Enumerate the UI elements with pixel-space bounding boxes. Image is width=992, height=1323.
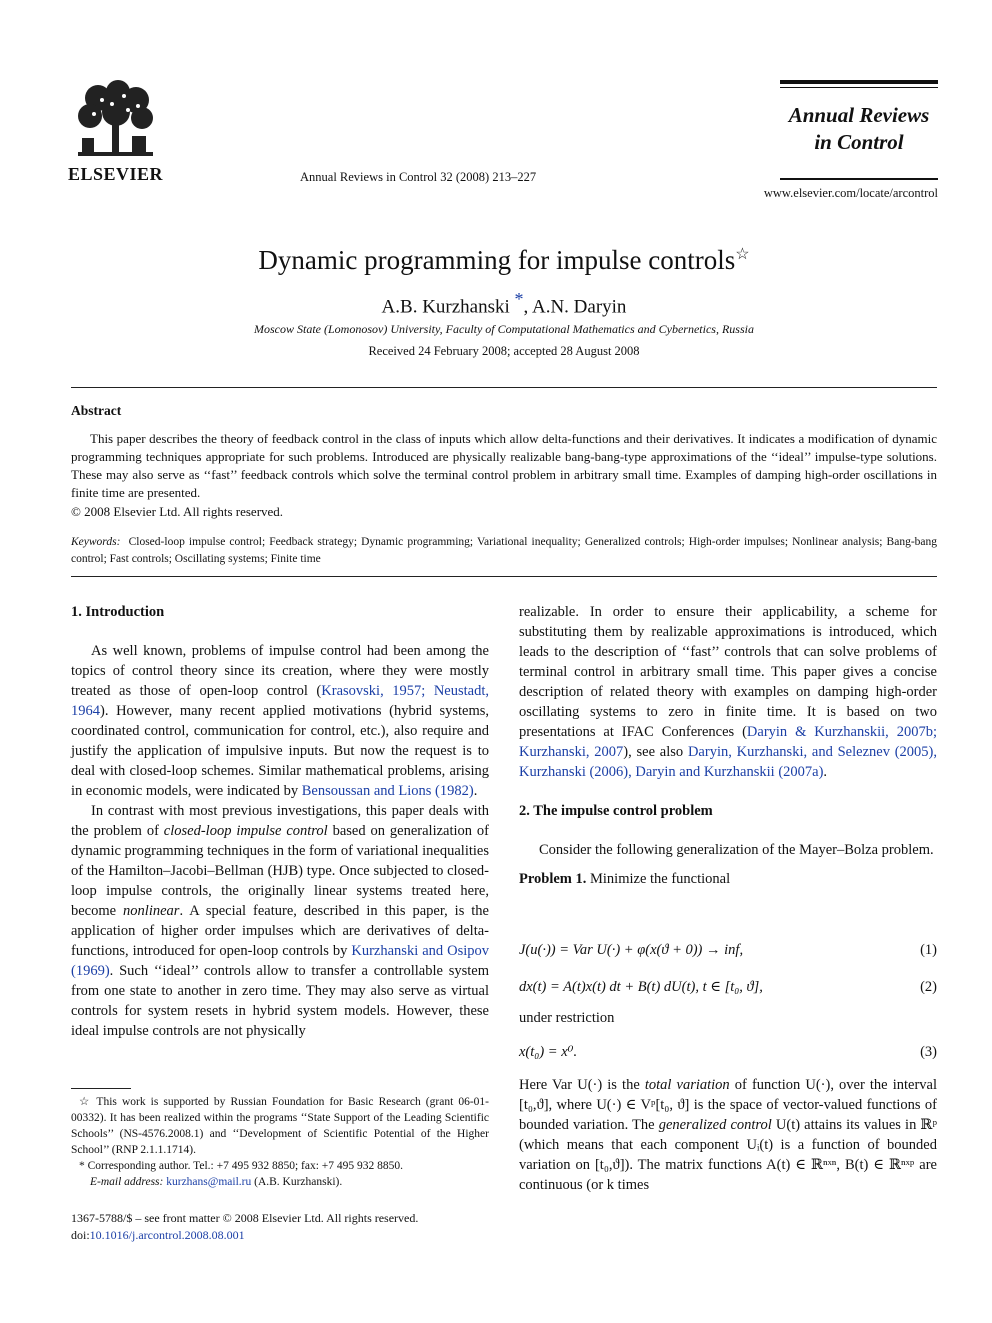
masthead-rule-thin (780, 87, 938, 88)
section-heading-introduction: 1. Introduction (71, 604, 165, 620)
divider (71, 576, 937, 577)
text-run: of function U(·), over the interval [t₀,ϑ], where U(·) ∈ Vᵖ[t₀, ϑ] is the space of vector-valued functions of bounded variation. The (519, 1077, 937, 1133)
keywords-list: Closed-loop impulse control; Feedback strategy; Dynamic programming; Variational inequality; Generalized controls; High-order impulses; Nonlinear analysis; Bang-bang control; Fast controls; Oscillating systems; Finite time (71, 536, 937, 565)
doi-line (71, 1227, 418, 1244)
equation-1 (519, 942, 937, 959)
title-footnote-mark[interactable]: ☆ (735, 246, 750, 263)
text-run: U(t) attains its values in ℝᵖ (which means that each component Uᵢ(t) is a function of bounded variation on [t₀,ϑ]). The matrix functions A(t) ∈ ℝⁿˣⁿ, B(t) ∈ ℝⁿˣᵖ are continuous (or k times (519, 1117, 937, 1193)
paper-title (0, 244, 992, 276)
citation-link[interactable]: Daryin, Kurzhanski, and Seleznev (2005), Kurzhanski (2006), Daryin and Kurzhanskii (2007a) (519, 744, 938, 780)
doi-link[interactable]: 10.1016/j.arcontrol.2008.08.001 (89, 1228, 245, 1242)
elsevier-logo (68, 80, 163, 185)
paragraph (71, 801, 489, 1041)
keywords-label: Keywords: (71, 536, 121, 548)
footnote-text: (A.B. Kurzhanski). (251, 1176, 343, 1188)
masthead-rule-bottom (780, 178, 938, 180)
email-label: E-mail address: (90, 1176, 164, 1188)
corresponding-author-mark[interactable]: * (514, 289, 524, 309)
received-dates: Received 24 February 2008; accepted 28 August 2008 (368, 344, 640, 358)
text-run: As well known, problems of impulse control had been among the topics of control theory since its creation, where they were mostly treated as those of open-loop control ( (71, 643, 489, 699)
text-run: based on generalization of dynamic programming techniques in the form of variational inequalities of the Hamilton–Jacobi–Bellman (HJB) type. Once subjected to closed-loop impulse controls, the originally linear systems treated here, become (71, 823, 489, 919)
equation-body: dx(t) = A(t)x(t) dt + B(t) dU(t), t ∈ [t₀, ϑ], (519, 979, 763, 995)
text-run: In contrast with most previous investigations, this paper deals with the problem of (71, 803, 489, 839)
footnote-mark: * (79, 1160, 85, 1172)
citation-link[interactable]: Kurzhanski and Osipov (1969) (71, 943, 489, 979)
left-column (71, 602, 489, 1041)
footnote-funding (71, 1094, 489, 1158)
paragraph: Consider the following generalization of the Mayer–Bolza problem. (539, 842, 934, 858)
text-run: realizable. In order to ensure their applicability, a scheme for substituting them by realizable approximations is introduced, which leads to the description of ‘‘fast’’ controls that can solve problems of terminal control in arbitrary small time. This paper gives a concise description of related theory with examples on damping high-order oscillating systems to zero in finite time. It is based on two presentations at IFAC Conferences ( (519, 604, 937, 740)
keywords (71, 534, 937, 568)
footnote-corresponding (71, 1158, 489, 1174)
journal-url[interactable]: www.elsevier.com/locate/arcontrol (763, 186, 938, 200)
text-run: Here Var U(·) is the (519, 1077, 645, 1093)
paragraph (71, 641, 489, 801)
footnotes (71, 1094, 489, 1190)
author-1: A.B. Kurzhanski (381, 296, 510, 318)
equation-body: x(t₀) = x⁰. (519, 1044, 578, 1060)
citation-link[interactable]: Krasovski, 1957; Neustadt, 1964 (71, 683, 490, 719)
masthead-rule (780, 80, 938, 84)
text-run: . A special feature, described in this paper, is the application of higher order impulses which are derivatives of delta-functions, introduced for open-loop controls by (71, 903, 489, 959)
footnote-text: Corresponding author. Tel.: +7 495 932 8850; fax: +7 495 932 8850. (87, 1160, 404, 1172)
title-text: Dynamic programming for impulse controls (258, 245, 736, 275)
problem-label: Problem 1. (519, 871, 587, 887)
under-restriction: under restriction (519, 1010, 615, 1026)
footnote-email (71, 1174, 489, 1190)
doi-label: doi: (71, 1228, 90, 1242)
emphasis: generalized control (658, 1117, 772, 1133)
right-column-cont (519, 1075, 937, 1195)
section-heading-problem: 2. The impulse control problem (519, 803, 713, 819)
equation-3 (519, 1044, 937, 1061)
equation-body: J(u(·)) = Var U(·) + φ(x(ϑ + 0)) → inf, (519, 942, 744, 958)
author-2: , A.N. Daryin (523, 296, 627, 318)
journal-masthead (780, 80, 938, 156)
journal-citation: Annual Reviews in Control 32 (2008) 213–227 (300, 170, 537, 184)
journal-title (780, 102, 938, 156)
emphasis: nonlinear (123, 903, 180, 919)
footnote-text: This work is supported by Russian Foundation for Basic Research (grant 06-01-00332). It has been realized within the programs ‘‘State Support of the Leading Scientific Schools’’ (NS-4576.2008.1) and ‘‘Development of Scientific Potential of the Higher School’’ (RNP 2.1.1.1714). (71, 1096, 490, 1156)
emphasis: total variation (644, 1077, 730, 1093)
equation-2 (519, 979, 937, 996)
text-run: ). However, many recent applied motivations (hybrid systems, coordinated control, communication for control, etc.), also require and justify the application of impulsive inputs. But now the request is to deal with closed-loop schemes. Similar mathematical problems, arising in economic models, were indicated by (71, 703, 489, 799)
publisher-name: ELSEVIER (68, 164, 164, 184)
abstract-heading: Abstract (71, 403, 122, 418)
equation-number: (2) (920, 979, 937, 995)
right-column (519, 602, 937, 889)
abstract-text: This paper describes the theory of feedback control in the class of inputs which allow delta-functions and their derivatives. It indicates a modification of dynamic programming techniques appropriate for such problems. Introduced are physically realizable bang-bang-type approximations of the ‘‘ideal’’ impulse-type solutions. These may also serve as ‘‘fast’’ feedback controls which solve the terminal control problem in arbitrary small time. Examples of damping high-order oscillations in finite time are presented. (71, 431, 937, 500)
text-run: . (823, 764, 828, 780)
journal-title-line1: Annual Reviews (788, 103, 930, 127)
equation-number: (1) (920, 942, 937, 958)
problem-statement (519, 869, 937, 889)
journal-title-line2: in Control (814, 130, 904, 154)
paragraph (519, 602, 937, 782)
footnote-rule (71, 1088, 131, 1089)
citation-link[interactable]: Bensoussan and Lions (1982) (301, 783, 474, 799)
front-matter (71, 1210, 418, 1244)
email-link[interactable]: kurzhans@mail.ru (166, 1176, 252, 1188)
text-run: . (473, 783, 478, 799)
abstract-copyright: © 2008 Elsevier Ltd. All rights reserved. (71, 504, 284, 519)
paragraph (519, 1075, 937, 1195)
citation-link[interactable]: Daryin & Kurzhanskii, 2007b; Kurzhanski, 2007 (519, 724, 937, 760)
authors (0, 289, 992, 318)
affiliation: Moscow State (Lomonosov) University, Faculty of Computational Mathematics and Cybernetics, Russia (254, 322, 754, 336)
issn-line: 1367-5788/$ – see front matter © 2008 Elsevier Ltd. All rights reserved. (71, 1211, 419, 1225)
emphasis: closed-loop impulse control (163, 823, 328, 839)
text-run: . Such ‘‘ideal’’ controls allow to transfer a controllable system from one state to another in zero time. They may also serve as virtual controls for system resets in hybrid system models. However, these ideal impulse controls are not physically (71, 963, 489, 1039)
text-run: ), see also (623, 744, 688, 760)
equation-number: (3) (920, 1044, 937, 1060)
elsevier-tree-icon (68, 80, 163, 160)
divider (71, 387, 937, 388)
text-run: Minimize the functional (586, 871, 731, 887)
footnote-mark: ☆ (79, 1096, 92, 1108)
